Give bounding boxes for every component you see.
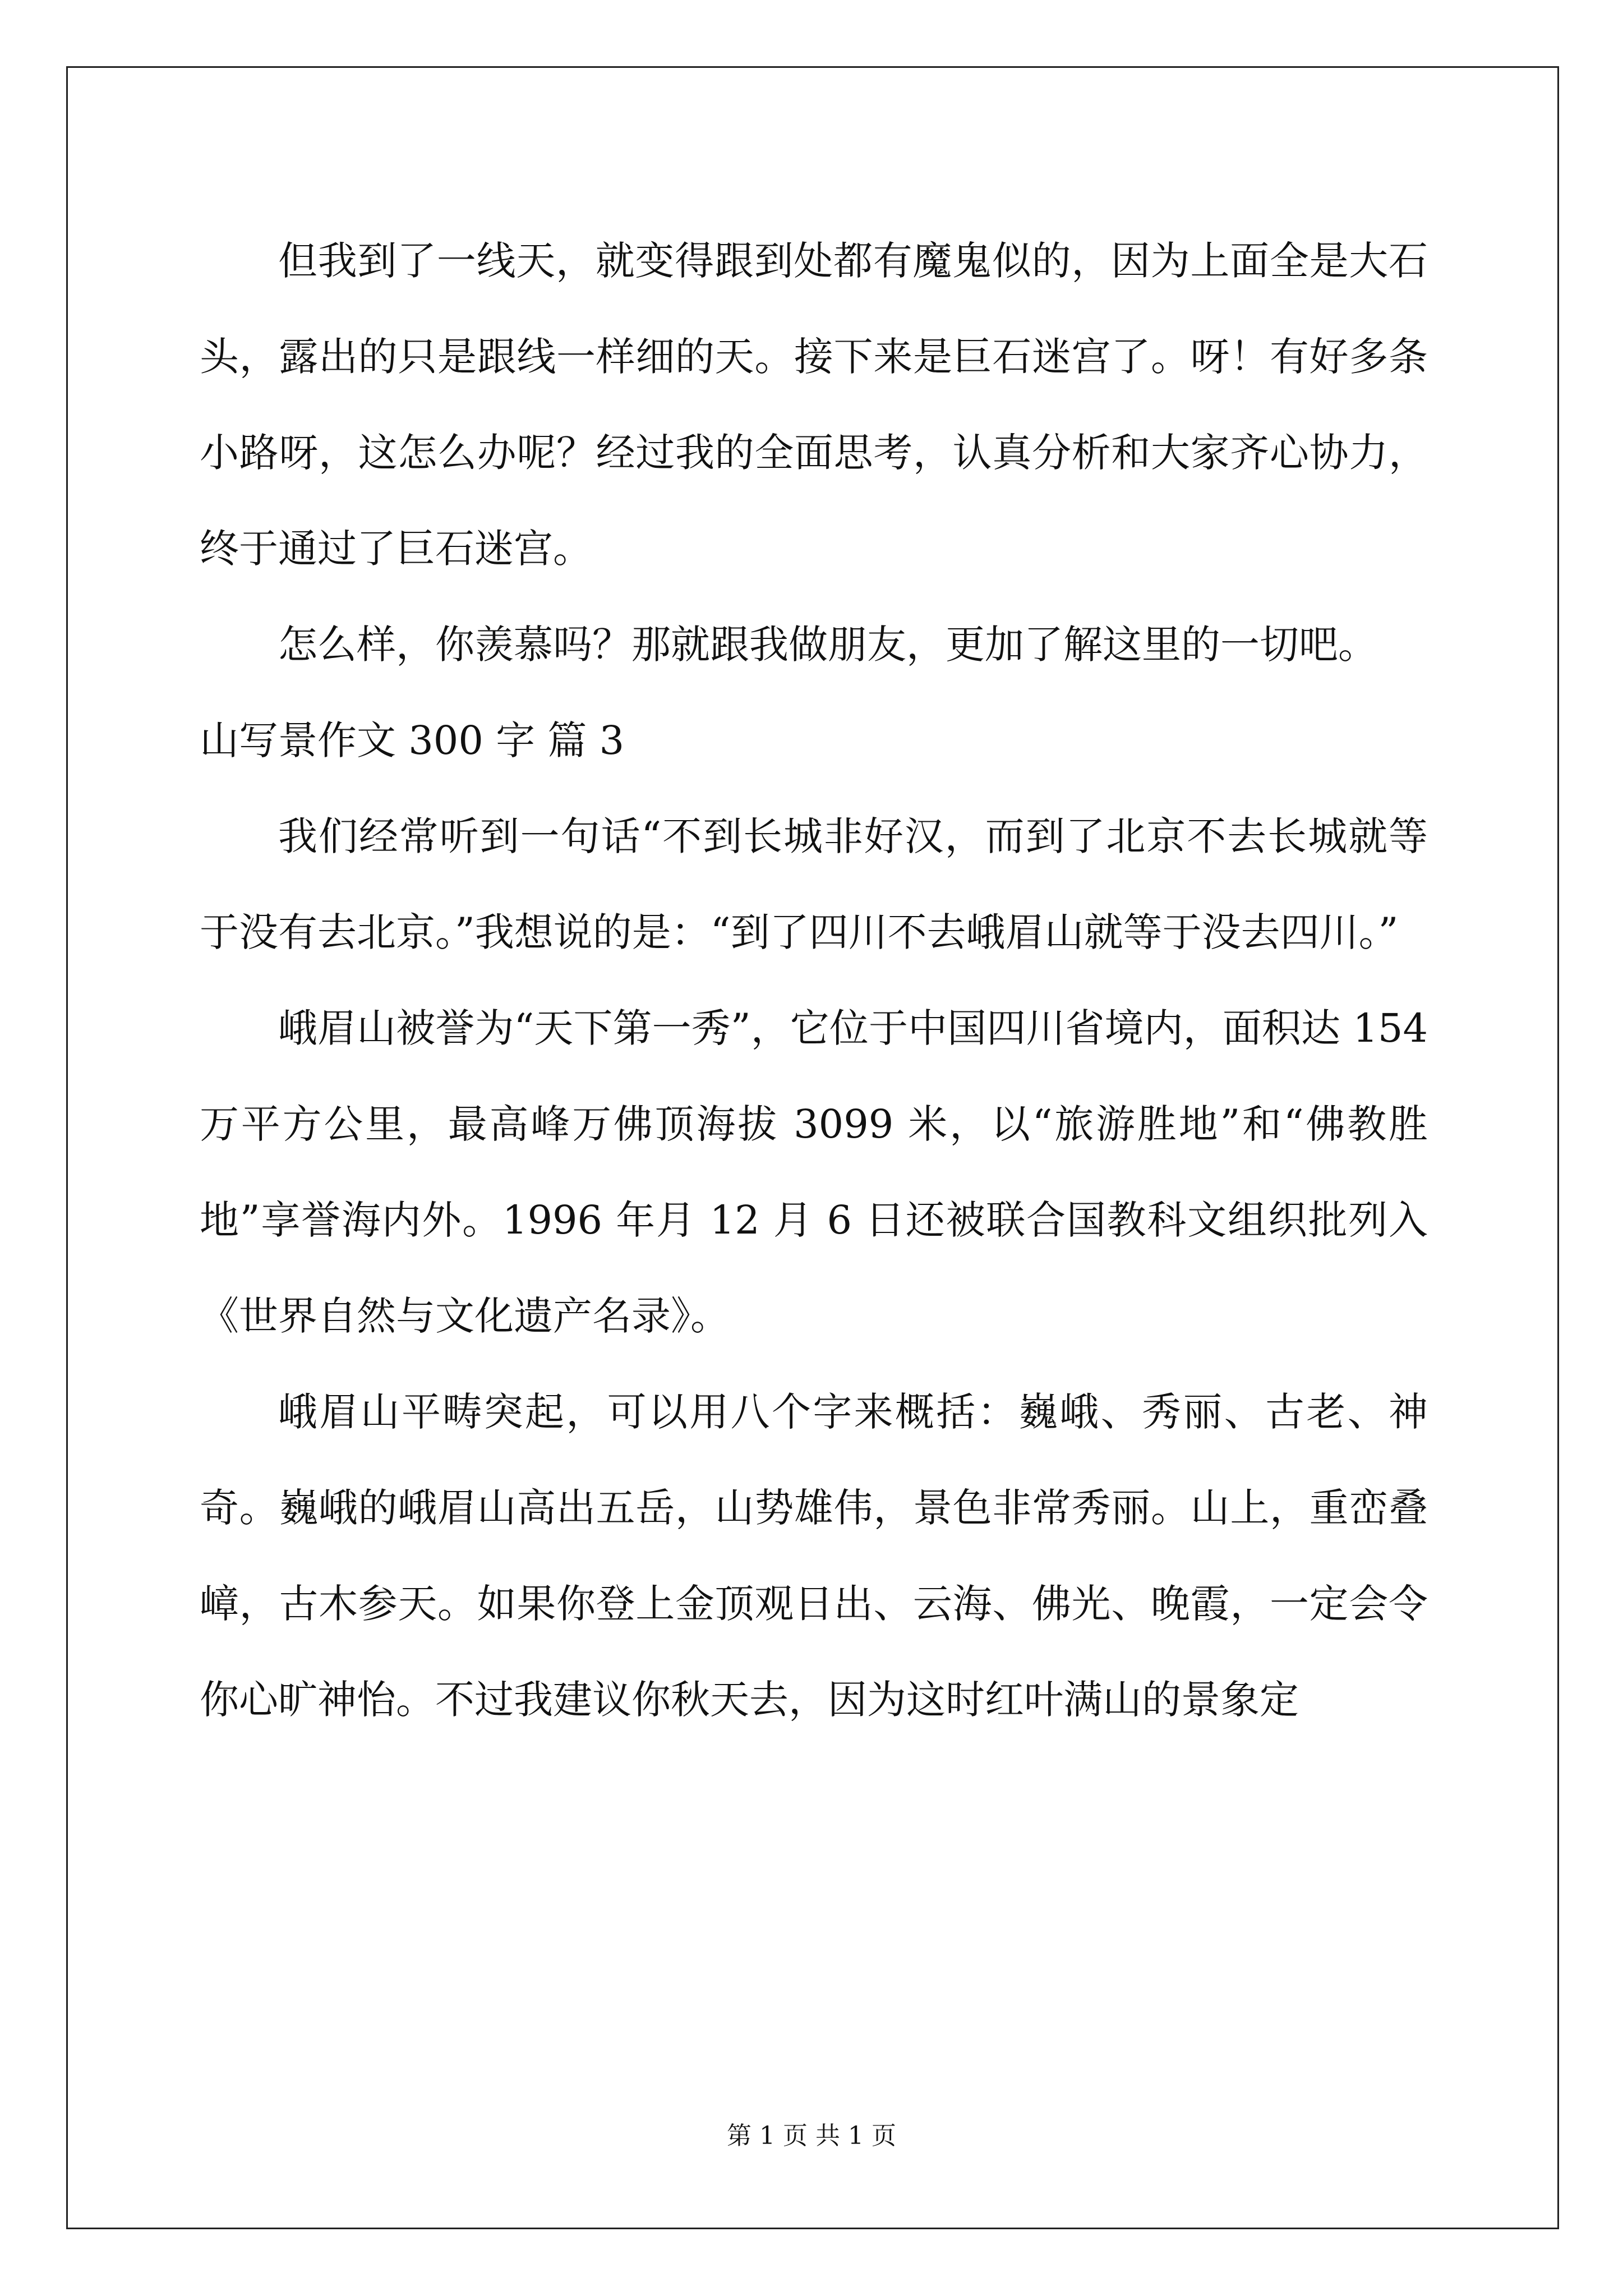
paragraph-3: 我们经常听到一句话“不到长城非好汉，而到了北京不去长城就等于没有去北京。”我想说的是：“到了四川不去峨眉山就等于没去四川。”	[200, 813, 1428, 955]
paragraph-4: 峨眉山被誉为“天下第一秀”，它位于中国四川省境内，面积达 154 万平方公里，最高峰万佛顶海拔 3099 米，以“旅游胜地”和“佛教胜地”享誉海内外。1996 年月 12 月 6 日还被联合国教科文组织批列入《世界自然与文化遗产名录》。	[200, 1005, 1428, 1339]
section-heading: 山写景作文 300 字 篇 3	[200, 717, 625, 763]
page-footer: 第 1 页 共 1 页	[727, 2122, 896, 2150]
document-body	[200, 213, 1428, 1748]
paragraph-5: 峨眉山平畴突起，可以用八个字来概括：巍峨、秀丽、古老、神奇。巍峨的峨眉山高出五岳，山势雄伟，景色非常秀丽。山上，重峦叠嶂，古木参天。如果你登上金顶观日出、云海、佛光、晚霞，一定会令你心旷神怡。不过我建议你秋天去，因为这时红叶满山的景象定	[200, 1389, 1428, 1723]
paragraph-1: 但我到了一线天，就变得跟到处都有魔鬼似的，因为上面全是大石头，露出的只是跟线一样细的天。接下来是巨石迷宫了。呀！有好多条小路呀，这怎么办呢？经过我的全面思考，认真分析和大家齐心协力，终于通过了巨石迷宫。	[200, 238, 1428, 572]
paragraph-2: 怎么样，你羡慕吗？那就跟我做朋友，更加了解这里的一切吧。	[278, 622, 1377, 668]
